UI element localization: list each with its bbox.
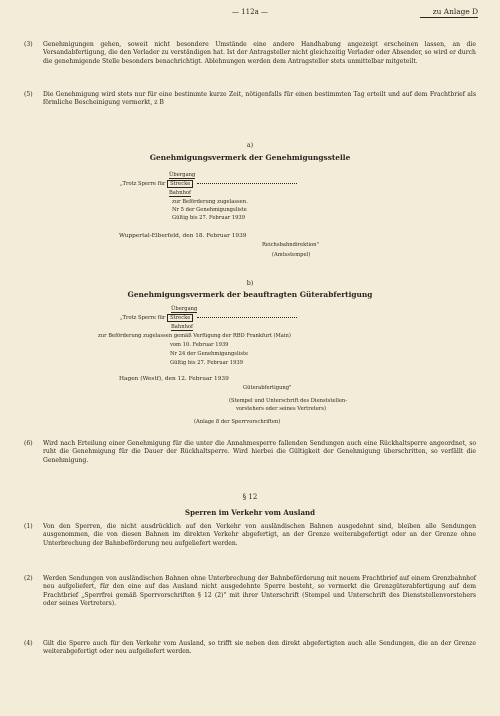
paragraph-number: (3) [24, 41, 33, 48]
blank-line [197, 183, 297, 184]
option-bahnhof: Bahnhof [169, 190, 191, 196]
stamp-line: Gültig bis 27. Februar 1939 [172, 215, 245, 221]
example-b-letter: b) [246, 279, 254, 287]
option-strecke: Strecke [167, 314, 193, 322]
paragraph-6 [24, 440, 476, 465]
stamp-note: vorstehers oder seines Vertreters) [236, 406, 327, 412]
blank-line [197, 317, 297, 318]
stamp-note: (Stempel und Unterschrift des Dienststellen- [229, 398, 348, 404]
stamp-line-sperre: „Trotz Sperre für Strecke [120, 181, 297, 188]
annex-underline [420, 17, 478, 18]
paragraph-s2 [24, 575, 476, 609]
option-uebergang: Übergang [171, 306, 198, 312]
stamp-line-sperre: „Trotz Sperre für Strecke [120, 315, 297, 322]
stamp-line: Nr 24 der Genehmigungsliste [170, 351, 249, 357]
stamp-line: Nr 5 der Genehmigungsliste [172, 207, 247, 213]
page-number: — 112a — [232, 8, 268, 16]
option-uebergang: Übergang [169, 172, 196, 178]
stamp-line: vom 10. Februar 1939 [170, 342, 229, 348]
paragraph-text: Die Genehmigung wird stets nur für eine bestimmte kurze Zeit, nötigenfalls für einen bestimmten Tag erteilt und auf dem Frachtbrief als förmliche Bescheinigung vermerkt, z B [43, 91, 476, 107]
paragraph-number: (2) [24, 575, 33, 582]
option-strecke: Strecke [167, 180, 193, 188]
annex-reference: zu Anlage D [432, 7, 478, 16]
stamp-line: zur Beförderung zugelassen. [172, 199, 248, 205]
stamp-line: Gültig bis 27. Februar 1939 [170, 360, 243, 366]
paragraph-number: (6) [24, 440, 33, 447]
paragraph-number: (5) [24, 91, 33, 98]
paragraph-text: Gilt die Sperre auch für den Verkehr vom Ausland, so trifft sie neben den direkt abgefertigten auch alle Sendungen, die an der Grenze weiterabgefertigt oder neu aufgeliefert werden. [43, 640, 476, 656]
paragraph-3 [24, 41, 476, 66]
stamp-signature: Güterabfertigung" [243, 385, 292, 391]
stamp-line: zur Beförderung zugelassen gemäß Verfügung der RBD Frankfurt (Main) [98, 333, 291, 339]
paragraph-5 [24, 91, 476, 108]
paragraph-number: (1) [24, 523, 33, 530]
paragraph-text: Von den Sperren, die nicht ausdrücklich auf den Verkehr von ausländischen Bahnen ausgedehnt sind, bleiben alle Sendungen ausgenommen, die von diesen Bahnen im direkten Verkehr abgefertigt, an der Grenze weiterabgefertigt oder an der Grenze ohne Unterbrechung der Bahnbeförderung neu aufgeliefert werden. [43, 523, 476, 547]
paragraph-s1 [24, 523, 476, 548]
section-number: § 12 [242, 493, 258, 501]
option-bahnhof: Bahnhof [171, 324, 193, 330]
example-a-letter: a) [246, 141, 254, 149]
paragraph-text: Wird nach Erteilung einer Genehmigung für die unter die Annahmesperre fallenden Sendungen auch eine Rückhaltsperre angeordnet, so ruht die Genehmigung für die Dauer der Rückhaltsperre. Wird hierbei die Gültigkeit der Genehmigung überschritten, so verfällt die Genehmigung. [43, 440, 476, 464]
paragraph-text: Werden Sendungen von ausländischen Bahnen ohne Unterbrechung der Bahnbeförderung mit neuem Frachtbrief auf einem Grenzbahnhof neu aufgeliefert, für den eine auf das Ausland nicht ausgedehnte Sperre besteht, so vermerkt die Grenzgüterabfertigung auf dem Frachtbrief „Sperrfrei gemäß Sperrvorschriften § 12 (2)" mit ihrer Unterschrift (Stempel und Unterschrift des Dienststellenvorstehers oder seines Vertreters). [43, 575, 476, 608]
section-title: Sperren im Verkehr vom Ausland [185, 508, 315, 517]
stamp-signature: Reichsbahndirektion" [262, 242, 319, 248]
paragraph-s4 [24, 640, 476, 657]
paragraph-text: Genehmigungen gehen, soweit nicht besondere Umstände eine andere Handhabung angezeigt erscheinen lassen, an die Versandabfertigung, die den Verlader zu verständigen hat. Ist der Antragsteller nicht gleichzeitig Verlader oder Absender, so wird er durch die genehmigende Stelle besonders benachrichtigt. Ablehnungen werden dem Antragsteller stets unmittelbar mitgeteilt. [43, 41, 476, 65]
annex-note: (Anlage 8 der Sperrvorschriften) [194, 419, 281, 425]
example-a-title: Genehmigungsvermerk der Genehmigungsstelle [149, 153, 351, 162]
stamp-note: (Amtsstempel) [272, 252, 311, 258]
paragraph-number: (4) [24, 640, 33, 647]
stamp-place-date: Hagen (Westf), den 12. Februar 1939 [119, 376, 229, 382]
stamp-place-date: Wuppertal-Elberfeld, den 18. Februar 1939 [119, 233, 247, 239]
example-b-title: Genehmigungsvermerk der beauftragten Güterabfertigung [127, 290, 373, 299]
